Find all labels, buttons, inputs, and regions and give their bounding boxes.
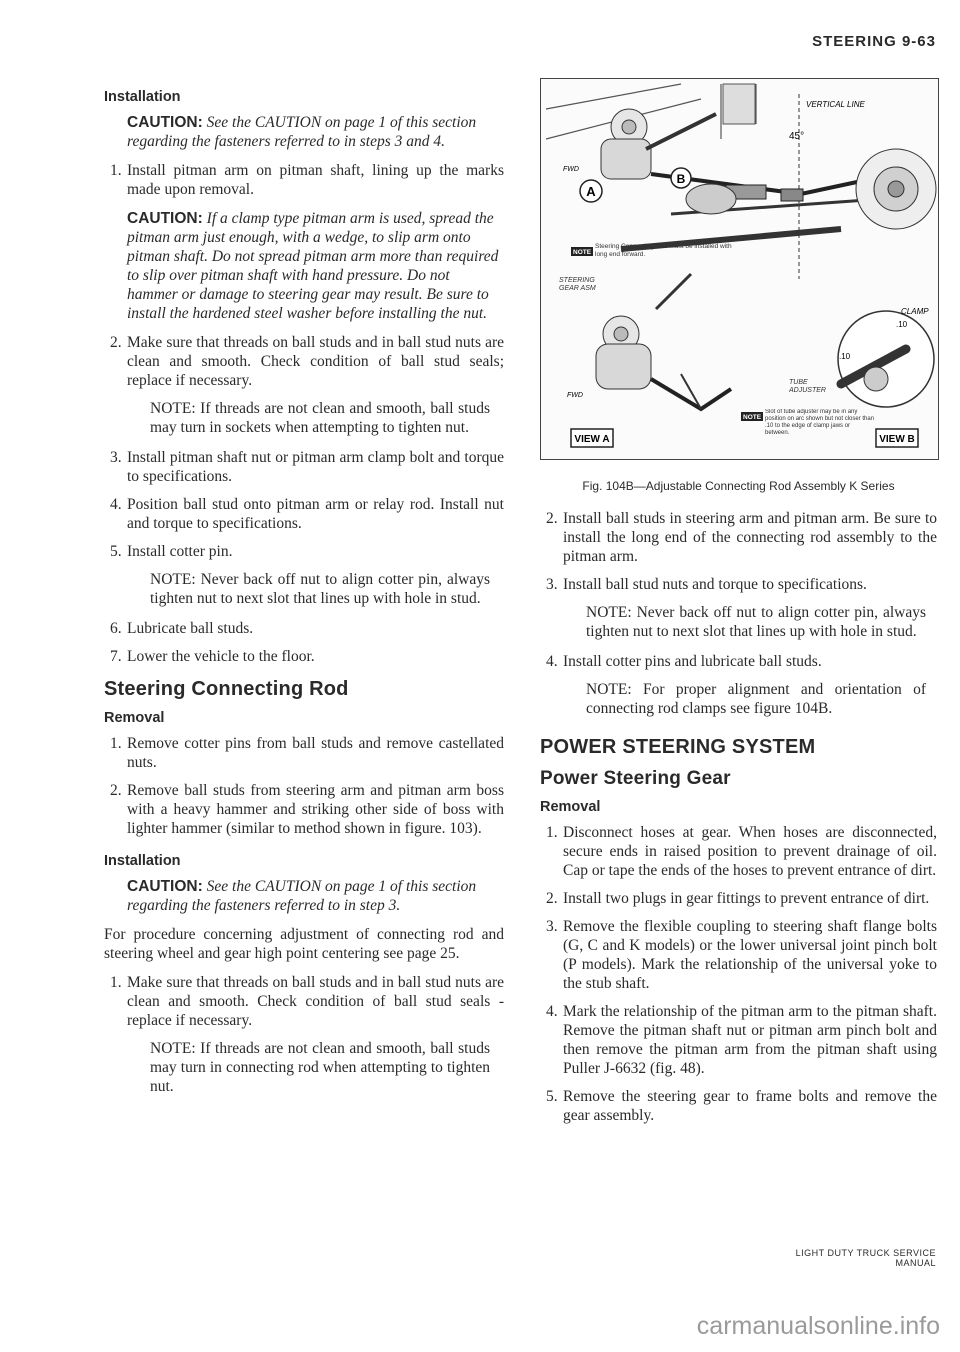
removal-step-1	[104, 734, 504, 772]
caution-label: CAUTION:	[127, 114, 203, 131]
steering-gear-label: STEERING GEAR ASM	[559, 277, 596, 292]
view-b-label: VIEW B	[879, 434, 915, 445]
callout-a: A	[586, 184, 596, 199]
step-number: 2.	[546, 510, 558, 527]
step-number: 4.	[546, 1003, 558, 1020]
step-number: 5.	[546, 1088, 558, 1105]
step-number: 3.	[546, 918, 558, 935]
step-text: Lubricate ball studs.	[127, 620, 254, 637]
ps-removal-step-1	[540, 823, 937, 880]
step-text: Install cotter pins and lubricate ball studs.	[563, 653, 822, 670]
clamp-label: CLAMP	[901, 307, 929, 316]
note-3: NOTE: If threads are not clean and smooth, ball studs may turn in connecting rod when attempting to tighten nut.	[150, 1040, 490, 1095]
caution-2	[127, 209, 504, 323]
step-text: Remove the flexible coupling to steering shaft flange bolts (G, C and K models) or the lower universal joint pinch bolt (P models). Mark the relationship of the universal yoke to the stub shaft.	[563, 918, 937, 992]
right-note-1: NOTE: Never back off nut to align cotter pin, always tighten nut to next slot that lines up with hole in stud.	[586, 604, 926, 640]
ps-removal-step-2	[540, 889, 937, 908]
step-text: Make sure that threads on ball studs and in ball stud nuts are clean and smooth. Check condition of ball stud seals - replace if necessary.	[127, 974, 504, 1029]
step-number: 3.	[110, 449, 122, 466]
removal-heading: Removal	[104, 710, 165, 726]
step-text: Install two plugs in gear fittings to prevent entrance of dirt.	[563, 890, 930, 907]
install-step-2	[104, 333, 504, 390]
step-text: Install ball stud nuts and torque to specifications.	[563, 576, 867, 593]
step-text: Disconnect hoses at gear. When hoses are disconnected, secure ends in raised position to prevent drainage of oil. Cap or tape the ends of the hoses to prevent entrance of dirt.	[563, 824, 937, 879]
install-step-5	[104, 542, 504, 561]
note-tag-2: NOTE	[743, 414, 762, 421]
power-steering-system-heading: POWER STEERING SYSTEM	[540, 736, 816, 758]
step-number: 5.	[110, 543, 122, 560]
step-text: Install cotter pin.	[127, 543, 233, 560]
dim-label-2: .10	[839, 352, 851, 361]
install-step-6	[104, 619, 504, 638]
watermark: carmanualsonline.info	[696, 1312, 940, 1340]
vertical-line-label: VERTICAL LINE	[806, 100, 865, 109]
figure-104b	[540, 78, 939, 460]
note-text-2-wrap	[765, 409, 875, 453]
power-steering-gear-heading: Power Steering Gear	[540, 768, 731, 789]
step-number: 3.	[546, 576, 558, 593]
tube-adjuster-label: TUBE ADJUSTER	[789, 379, 826, 394]
fwd-label-2: FWD	[567, 392, 583, 399]
callout-b: B	[676, 172, 686, 186]
procedure-paragraph: For procedure concerning adjustment of connecting rod and steering wheel and gear high point centering see page 25.	[104, 926, 504, 962]
install-step-3	[104, 448, 504, 486]
install-step-4	[104, 495, 504, 533]
note-1: NOTE: If threads are not clean and smooth, ball studs may turn in sockets when attempting to tighten nut.	[150, 400, 490, 436]
step-number: 4.	[546, 653, 558, 670]
step-number: 1.	[110, 162, 122, 179]
dim-label-1: .10	[896, 320, 908, 329]
step-text: Remove cotter pins from ball studs and remove castellated nuts.	[127, 735, 504, 771]
step-number: 1.	[110, 974, 122, 991]
note-text-1: Steering Connecting Rod must be installed with long end forward.	[595, 243, 732, 258]
step-number: 2.	[110, 334, 122, 351]
ps-removal-step-3	[540, 917, 937, 993]
page-footer: LIGHT DUTY TRUCK SERVICE MANUAL	[795, 1248, 936, 1268]
step-number: 1.	[110, 735, 122, 752]
step-number: 2.	[110, 782, 122, 799]
step-text: Remove the steering gear to frame bolts and remove the gear assembly.	[563, 1088, 937, 1124]
step-text: Install pitman arm on pitman shaft, lining up the marks made upon removal.	[127, 162, 504, 198]
note-2: NOTE: Never back off nut to align cotter pin, always tighten nut to next slot that lines up with hole in stud.	[150, 571, 490, 607]
right-step-3	[540, 575, 937, 594]
step-text: Install pitman shaft nut or pitman arm clamp bolt and torque to specifications.	[127, 449, 504, 485]
angle-label: 45°	[789, 131, 805, 142]
note-tag-1: NOTE	[573, 249, 592, 256]
note-text-1-wrap	[595, 243, 735, 273]
removal-step-2	[104, 781, 504, 838]
ps-removal-step-4	[540, 1002, 937, 1078]
install2-step-1	[104, 973, 504, 1030]
view-a-label: VIEW A	[574, 434, 610, 445]
note-text-2: Slot of tube adjuster may be in any position on arc shown but not closer than .10 to the edge of clamp jaws or between.	[765, 409, 875, 436]
right-step-4	[540, 652, 937, 671]
ps-removal-step-5	[540, 1087, 937, 1125]
fwd-label-1: FWD	[563, 166, 579, 173]
install-step-1	[104, 161, 504, 199]
page-header: STEERING 9-63	[812, 33, 936, 50]
right-note-2: NOTE: For proper alignment and orientation of connecting rod clamps see figure 104B.	[586, 681, 926, 717]
step-number: 1.	[546, 824, 558, 841]
installation-2-heading: Installation	[104, 853, 181, 869]
caution-label: CAUTION:	[127, 878, 203, 895]
step-text: Install ball studs in steering arm and pitman arm. Be sure to install the long end of the connecting rod assembly to the pitman arm.	[563, 510, 937, 565]
step-number: 4.	[110, 496, 122, 513]
install-step-7	[104, 647, 504, 666]
right-step-2	[540, 509, 937, 566]
caution-label: CAUTION:	[127, 210, 203, 227]
left-column	[104, 88, 504, 1107]
installation-heading: Installation	[104, 89, 181, 105]
step-text: Mark the relationship of the pitman arm to the pitman shaft. Remove the pitman shaft nut or pitman arm pinch bolt and then remove the pitman arm from the pitman shaft using Puller J-6632 (fig. 48).	[563, 1003, 937, 1077]
step-number: 6.	[110, 620, 122, 637]
figure-caption: Fig. 104B—Adjustable Connecting Rod Assembly K Series	[582, 479, 895, 493]
right-column	[540, 78, 937, 1134]
step-text: Lower the vehicle to the floor.	[127, 648, 315, 665]
caution-text: See the CAUTION on page 1 of this section regarding the fasteners referred to in steps 3 and 4.	[127, 114, 477, 150]
steering-gear-label-wrap	[559, 277, 609, 301]
removal-heading: Removal	[540, 799, 601, 815]
step-number: 7.	[110, 648, 122, 665]
caution-text: See the CAUTION on page 1 of this section regarding the fasteners referred to in step 3.	[127, 878, 477, 914]
caution-3	[127, 877, 504, 915]
steering-connecting-rod-heading: Steering Connecting Rod	[104, 678, 349, 700]
step-text: Remove ball studs from steering arm and pitman arm boss with a heavy hammer and striking other side of boss with lighter hammer (similar to method shown in figure. 103).	[127, 782, 504, 837]
step-text: Position ball stud onto pitman arm or relay rod. Install nut and torque to specifications.	[127, 496, 504, 532]
step-text: Make sure that threads on ball studs and in ball stud nuts are clean and smooth. Check condition of ball stud seals; replace if necessary.	[127, 334, 504, 389]
caution-1	[127, 113, 504, 151]
step-number: 2.	[546, 890, 558, 907]
tube-adjuster-label-wrap	[789, 379, 839, 403]
connecting-rod-diagram	[541, 79, 938, 459]
caution-text: If a clamp type pitman arm is used, spread the pitman arm just enough, with a wedge, to slip arm onto pitman shaft. Do not spread pitman arm more than required to slip over pitman shaft with hand pressure. Do not hammer or damage to steering gear may result. Be sure to install the hardened steel washer before installing the nut.	[127, 210, 499, 322]
